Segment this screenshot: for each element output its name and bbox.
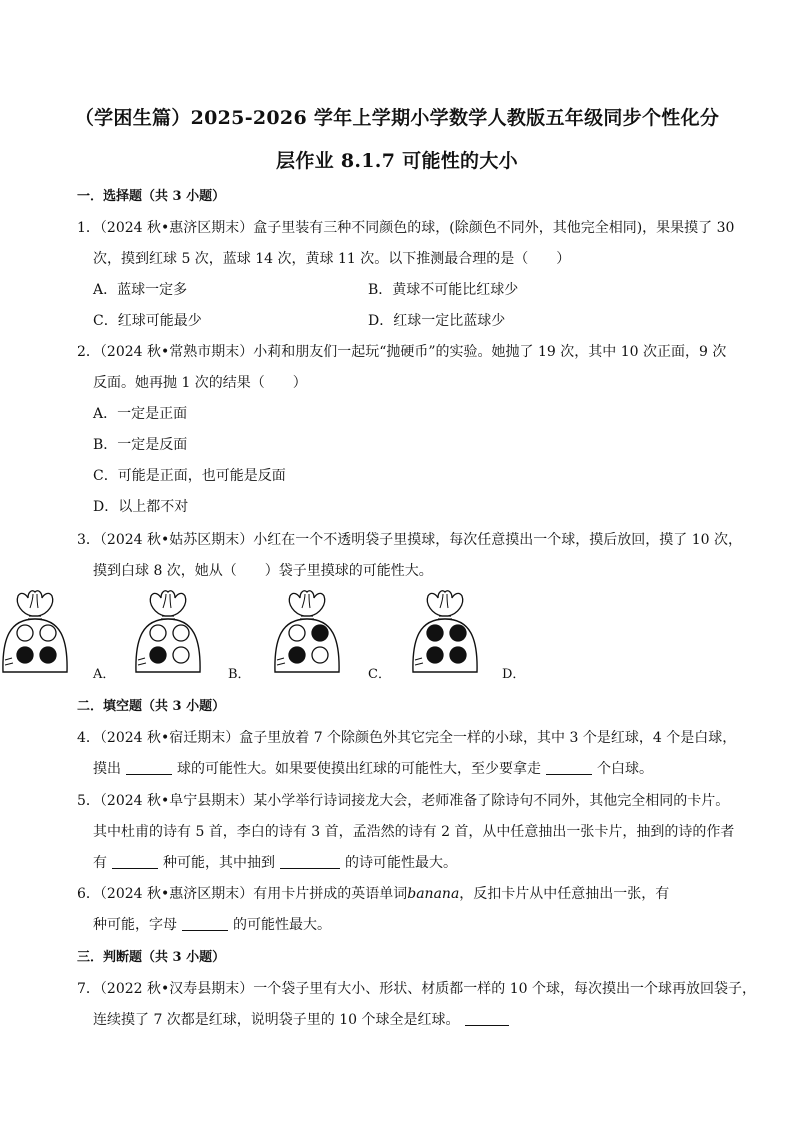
question-5-line2: 其中杜甫的诗有 5 首，李白的诗有 3 首，孟浩然的诗有 2 首，从中任意抽出一张卡片，抽到的诗的作者 [93,824,735,840]
section-heading-fill: 二．填空题（共 3 小题） [77,699,226,714]
question-7-line2 [93,1009,514,1029]
black-ball [150,647,166,663]
white-ball [173,647,189,663]
question-4-line2 [93,758,653,778]
black-ball [450,647,466,663]
white-ball [150,625,166,641]
black-ball [289,647,305,663]
question-7-text: 连续摸了 7 次都是红球，说明袋子里的 10 个球全是红球。 [93,1012,460,1028]
white-ball [40,625,56,641]
answer-blank[interactable] [465,1011,509,1026]
question-2-option-b: B．一定是反面 [93,437,188,453]
page-title-line1: （学困生篇）2025-2026 学年上学期小学数学人教版五年级同步个性化分 [74,107,720,129]
bag-option-label: D． [502,667,526,682]
answer-blank[interactable] [546,760,592,775]
answer-blank[interactable] [126,760,172,775]
question-4-text-a: 摸出 [93,761,121,777]
black-ball [312,625,328,641]
bag-option-label: A． [93,667,116,682]
bag-illustration [0,588,80,678]
black-ball [450,625,466,641]
question-5-text-b: 种可能，其中抽到 [163,855,275,871]
answer-blank[interactable] [112,854,158,869]
question-1-option-c: C．红球可能最少 [93,313,202,329]
question-6-text-a: 6．（2024 秋•惠济区期末）有用卡片拼成的英语单词 [77,886,408,902]
question-1-line2: 次，摸到红球 5 次，蓝球 14 次，黄球 11 次。以下推测最合理的是（ ） [93,251,571,267]
question-5-text-a: 有 [93,855,107,871]
question-6-text-b: ，反扣卡片从中任意抽出一张，有 [459,886,670,902]
section-heading-judge: 三．判断题（共 3 小题） [77,950,226,965]
bag-illustration [410,588,490,678]
question-5-text-c: 的诗可能性最大。 [345,855,457,871]
question-3-line1: 3．（2024 秋•姑苏区期末）小红在一个不透明袋子里摸球，每次任意摸出一个球，摸后放回，摸了 10 次， [77,532,742,548]
answer-blank[interactable] [182,916,228,931]
question-2-line1: 2．（2024 秋•常熟市期末）小莉和朋友们一起玩“抛硬币”的实验。她抛了 19 次，其中 10 次正面，9 次 [77,344,727,360]
question-2-option-d: D．以上都不对 [93,499,189,515]
question-2-option-c: C．可能是正面，也可能是反面 [93,468,286,484]
bag-illustration [272,588,352,678]
question-1-option-a: A．蓝球一定多 [93,282,188,298]
black-ball [40,647,56,663]
white-ball [173,625,189,641]
black-ball [17,647,33,663]
bag-option-label: B． [228,667,251,682]
bag-illustration [133,588,213,678]
question-1-option-b: B．黄球不可能比红球少 [368,282,519,298]
question-3-line2: 摸到白球 8 次，她从（ ）袋子里摸球的可能性大。 [93,563,433,579]
section-heading-choice: 一．选择题（共 3 小题） [77,189,226,204]
question-2-option-a: A．一定是正面 [93,406,188,422]
question-6-line2 [93,914,331,934]
question-1-line1: 1．（2024 秋•惠济区期末）盒子里装有三种不同颜色的球，(除颜色不同外，其他完全相同)，果果摸了 30 [77,220,735,236]
question-6-line1 [77,883,669,903]
question-4-line1: 4．（2024 秋•宿迁期末）盒子里放着 7 个除颜色外其它完全一样的小球，其中 3 个是红球，4 个是白球， [77,730,737,746]
question-6-word: banana [407,886,460,902]
white-ball [289,625,305,641]
question-4-text-c: 个白球。 [597,761,653,777]
question-6-text-d: 的可能性最大。 [233,917,331,933]
question-1-option-d: D．红球一定比蓝球少 [368,313,506,329]
question-5-line3 [93,852,457,872]
black-ball [427,625,443,641]
bag-option-label: C． [368,667,391,682]
question-5-line1: 5．（2024 秋•阜宁县期末）某小学举行诗词接龙大会，老师准备了除诗句不同外，其他完全相同的卡片。 [77,793,730,809]
white-ball [17,625,33,641]
white-ball [312,647,328,663]
question-7-line1: 7．（2022 秋•汉寿县期末）一个袋子里有大小、形状、材质都一样的 10 个球，每次摸出一个球再放回袋子， [77,981,756,997]
question-2-line2: 反面。她再抛 1 次的结果（ ） [93,375,307,391]
black-ball [427,647,443,663]
answer-blank[interactable] [280,854,340,869]
page-title-line2: 层作业 8.1.7 可能性的大小 [276,150,518,172]
question-6-text-c: 种可能，字母 [93,917,177,933]
question-4-text-b: 球的可能性大。如果要使摸出红球的可能性大，至少要拿走 [177,761,541,777]
